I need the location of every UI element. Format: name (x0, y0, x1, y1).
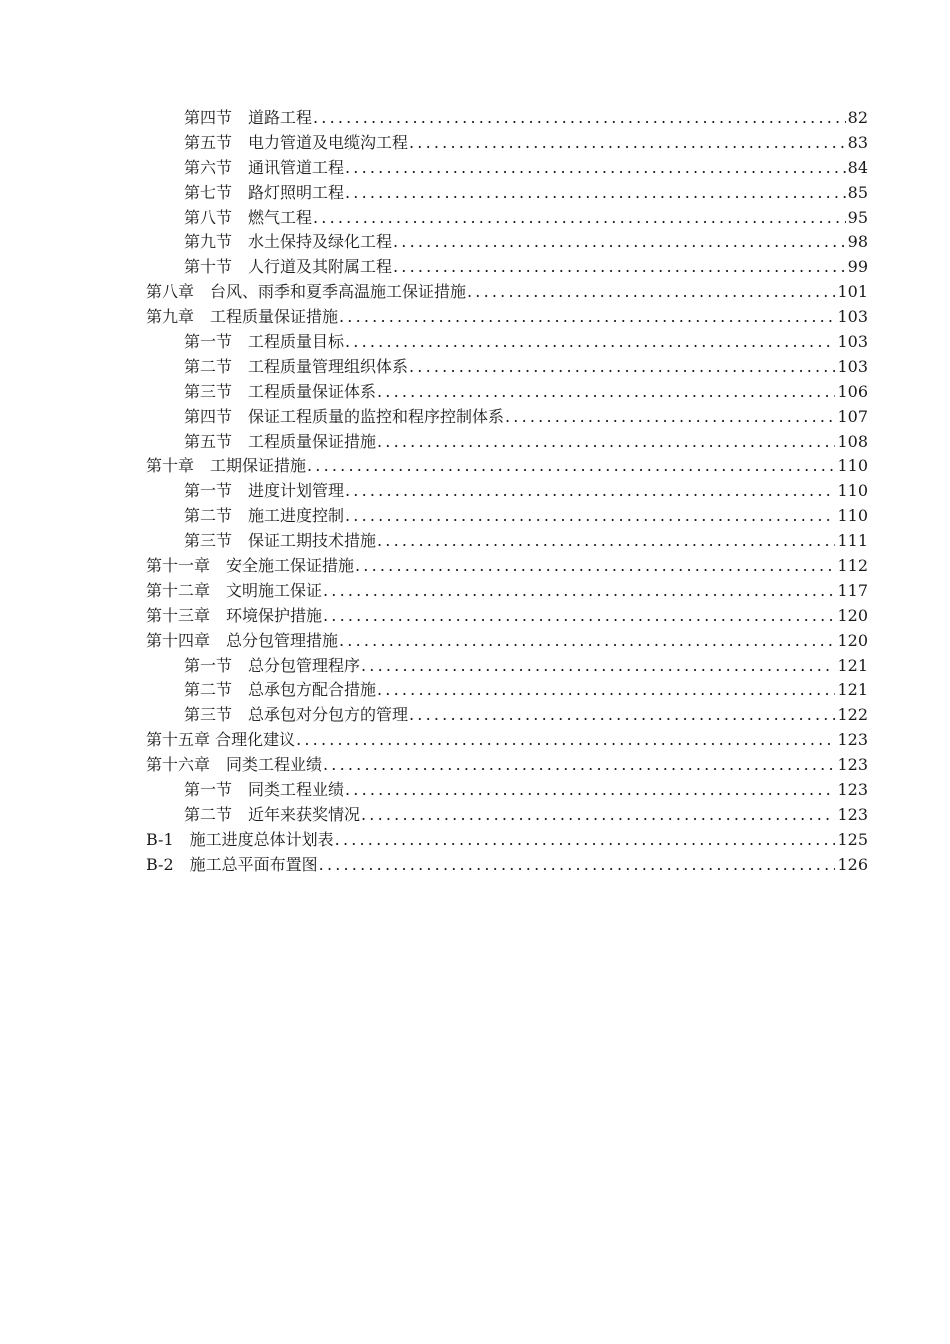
dot-leader (377, 430, 835, 455)
toc-entry-title: B-2 施工总平面布置图 (146, 854, 318, 874)
toc-entry[interactable] (146, 181, 868, 206)
toc-entry-page: 123 (837, 780, 868, 800)
dot-leader (361, 654, 835, 679)
dot-leader (323, 604, 835, 629)
toc-entry-page: 106 (837, 381, 868, 401)
dot-leader (505, 405, 835, 430)
toc-entry-title: 第四节 保证工程质量的监控和程序控制体系 (184, 406, 505, 426)
toc-entry-page: 123 (837, 804, 868, 824)
dot-leader (409, 131, 846, 156)
toc-entry-title: 第十一章 安全施工保证措施 (146, 556, 355, 576)
dot-leader (339, 629, 835, 654)
dot-leader (345, 156, 846, 181)
toc-entry[interactable] (146, 430, 868, 455)
toc-entry[interactable] (146, 405, 868, 430)
toc-entry-page: 125 (837, 829, 868, 849)
toc-entry-page: 122 (837, 705, 868, 725)
toc-entry-page: 117 (837, 580, 868, 600)
toc-entry[interactable] (146, 330, 868, 355)
toc-entry[interactable] (146, 678, 868, 703)
toc-entry-page: 99 (847, 257, 868, 277)
toc-entry[interactable] (146, 803, 868, 828)
toc-entry-title: 第八章 台风、雨季和夏季高温施工保证措施 (146, 282, 467, 302)
dot-leader (307, 454, 835, 479)
dot-leader (393, 230, 846, 255)
toc-entry-title: 第一节 工程质量目标 (184, 332, 345, 352)
toc-entry-title: 第九节 水土保持及绿化工程 (184, 232, 393, 252)
toc-entry-title: 第十三章 环境保护措施 (146, 605, 323, 625)
toc-entry[interactable] (146, 529, 868, 554)
toc-entry[interactable] (146, 454, 868, 479)
toc-entry[interactable] (146, 355, 868, 380)
toc-entry-page: 110 (837, 481, 868, 501)
toc-entry-title: 第五节 电力管道及电缆沟工程 (184, 132, 409, 152)
dot-leader (323, 753, 835, 778)
toc-entry-page: 103 (837, 356, 868, 376)
toc-entry-title: 第十章 工期保证措施 (146, 456, 307, 476)
toc-entry-page: 123 (837, 755, 868, 775)
dot-leader (345, 504, 835, 529)
toc-entry-page: 120 (837, 630, 868, 650)
toc-entry-title: 第三节 保证工期技术措施 (184, 531, 377, 551)
toc-entry-title: 第三节 工程质量保证体系 (184, 381, 377, 401)
toc-entry-title: 第八节 燃气工程 (184, 207, 313, 227)
toc-entry-page: 85 (847, 182, 868, 202)
toc-entry[interactable] (146, 604, 868, 629)
toc-entry[interactable] (146, 828, 868, 853)
toc-entry[interactable] (146, 654, 868, 679)
toc-entry-page: 83 (847, 132, 868, 152)
toc-entry-page: 121 (837, 680, 868, 700)
dot-leader (355, 554, 835, 579)
toc-entry[interactable] (146, 206, 868, 231)
toc-entry-title: 第五节 工程质量保证措施 (184, 431, 377, 451)
dot-leader (467, 280, 835, 305)
dot-leader (345, 330, 835, 355)
toc-entry-page: 123 (837, 730, 868, 750)
dot-leader (409, 703, 835, 728)
dot-leader (377, 678, 835, 703)
toc-entry-title: 第十五章 合理化建议 (146, 730, 296, 750)
toc-entry[interactable] (146, 703, 868, 728)
toc-entry[interactable] (146, 380, 868, 405)
toc-entry-title: 第一节 同类工程业绩 (184, 780, 345, 800)
toc-entry[interactable] (146, 753, 868, 778)
toc-entry-page: 108 (837, 431, 868, 451)
toc-entry[interactable] (146, 853, 868, 878)
toc-entry[interactable] (146, 728, 868, 753)
toc-entry-title: 第二节 工程质量管理组织体系 (184, 356, 409, 376)
toc-entry-title: 第十二章 文明施工保证 (146, 580, 323, 600)
toc-entry-title: 第一节 进度计划管理 (184, 481, 345, 501)
toc-entry-title: 第十六章 同类工程业绩 (146, 755, 323, 775)
dot-leader (335, 828, 836, 853)
toc-entry-title: 第二节 近年来获奖情况 (184, 804, 361, 824)
toc-entry[interactable] (146, 479, 868, 504)
dot-leader (377, 380, 835, 405)
dot-leader (323, 579, 835, 604)
toc-entry[interactable] (146, 255, 868, 280)
toc-entry-page: 110 (837, 506, 868, 526)
toc-entry-page: 111 (837, 531, 868, 551)
toc-entry-title: 第三节 总承包对分包方的管理 (184, 705, 409, 725)
dot-leader (361, 803, 835, 828)
toc-entry-page: 95 (847, 207, 868, 227)
toc-entry[interactable] (146, 504, 868, 529)
toc-entry-title: 第一节 总分包管理程序 (184, 655, 361, 675)
toc-entry[interactable] (146, 579, 868, 604)
toc-entry[interactable] (146, 629, 868, 654)
toc-entry[interactable] (146, 305, 868, 330)
toc-entry[interactable] (146, 280, 868, 305)
toc-entry-page: 110 (837, 456, 868, 476)
dot-leader (345, 181, 846, 206)
toc-entry-title: 第二节 施工进度控制 (184, 506, 345, 526)
toc-entry-page: 103 (837, 307, 868, 327)
toc-entry-title: 第十四章 总分包管理措施 (146, 630, 339, 650)
dot-leader (345, 479, 835, 504)
toc-entry[interactable] (146, 131, 868, 156)
toc-entry[interactable] (146, 230, 868, 255)
toc-entry-title: 第六节 通讯管道工程 (184, 157, 345, 177)
toc-entry-title: 第二节 总承包方配合措施 (184, 680, 377, 700)
toc-entry-page: 107 (837, 406, 868, 426)
toc-entry-page: 121 (837, 655, 868, 675)
toc-entry-title: 第七节 路灯照明工程 (184, 182, 345, 202)
toc-entry-title: B-1 施工进度总体计划表 (146, 829, 334, 849)
toc-entry-title: 第四节 道路工程 (184, 108, 313, 127)
toc-entry-page: 103 (837, 332, 868, 352)
toc-entry-title: 第九章 工程质量保证措施 (146, 307, 339, 327)
toc-entry[interactable] (146, 106, 868, 131)
dot-leader (393, 255, 846, 280)
dot-leader (377, 529, 835, 554)
toc-entry[interactable] (146, 778, 868, 803)
toc-entry-page: 82 (847, 108, 868, 127)
table-of-contents (146, 106, 868, 878)
dot-leader (319, 853, 836, 878)
dot-leader (409, 355, 835, 380)
toc-entry-page: 84 (847, 157, 868, 177)
toc-entry[interactable] (146, 554, 868, 579)
toc-entry[interactable] (146, 156, 868, 181)
dot-leader (345, 778, 835, 803)
toc-entry-page: 126 (837, 854, 868, 874)
toc-entry-title: 第十节 人行道及其附属工程 (184, 257, 393, 277)
dot-leader (296, 728, 835, 753)
toc-entry-page: 98 (847, 232, 868, 252)
toc-entry-page: 112 (837, 556, 868, 576)
dot-leader (339, 305, 835, 330)
dot-leader (313, 206, 846, 231)
dot-leader (313, 106, 846, 131)
toc-entry-page: 120 (837, 605, 868, 625)
toc-entry-page: 101 (837, 282, 868, 302)
